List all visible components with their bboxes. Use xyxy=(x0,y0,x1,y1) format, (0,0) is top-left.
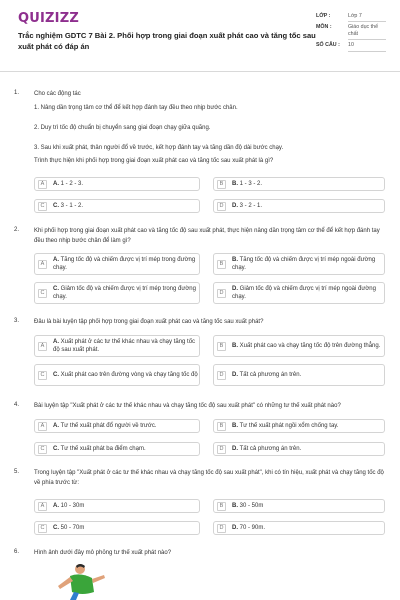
class-value: Lớp 7 xyxy=(348,13,386,22)
option-text: C. Tư thế xuất phát ba điểm chạm. xyxy=(53,445,146,452)
subject-value: Giáo dục thể chất xyxy=(348,24,386,40)
option-c[interactable] xyxy=(34,442,200,456)
statement-1: 1. Nâng dần trọng tâm cơ thể để kết hợp đánh tay đều theo nhịp bước chân. xyxy=(34,105,238,111)
option-text: B. 1 - 3 - 2. xyxy=(232,180,263,187)
option-c[interactable] xyxy=(34,282,200,304)
option-text: A. Tăng tốc độ và chiếm được vị trí mép trong đường chạy. xyxy=(53,256,196,271)
option-letter: D xyxy=(217,445,226,454)
option-b[interactable] xyxy=(213,253,385,275)
document-title: Trắc nghiệm GDTC 7 Bài 2. Phối hợp trong giai đoạn xuất phát cao và tăng tốc sau xuất phát có đáp án xyxy=(18,31,316,51)
option-letter: D xyxy=(217,202,226,211)
option-letter: C xyxy=(38,445,47,454)
option-a[interactable] xyxy=(34,335,200,357)
option-d[interactable] xyxy=(213,442,385,456)
meta-subject xyxy=(316,24,386,40)
option-letter: A xyxy=(38,260,47,269)
option-letter: B xyxy=(217,342,226,351)
option-text: B. Tăng tốc độ và chiếm được vị trí mép ngoài đường chạy. xyxy=(232,256,376,271)
runner-crouch-start-illustration xyxy=(46,560,116,600)
statement-2: 2. Duy trì tốc độ chuẩn bị chuyển sang giai đoạn chạy giữa quãng. xyxy=(34,125,211,131)
option-text: B. 30 - 50m xyxy=(232,502,264,509)
question-number: 5. xyxy=(14,469,20,475)
question-number: 3. xyxy=(14,318,20,324)
option-text: D. Giảm tốc độ và chiếm được vị trí mép ngoài đường chạy. xyxy=(232,285,376,300)
count-value: 10 xyxy=(348,42,386,51)
option-text: A. 1 - 2 - 3. xyxy=(53,180,84,187)
question-text: Cho các động tác xyxy=(34,91,81,97)
option-text: C. 3 - 1 - 2. xyxy=(53,202,84,209)
runner-shirt xyxy=(70,574,94,594)
option-letter: B xyxy=(217,422,226,431)
option-text: D. 70 - 90m. xyxy=(232,524,266,531)
option-d[interactable] xyxy=(213,282,385,304)
question-text: Bài luyện tập "Xuất phát ở các tư thế khác nhau và chạy tăng tốc độ sau xuất phát" có những tư thế xuất phát nào? xyxy=(34,403,341,409)
option-d[interactable] xyxy=(213,521,385,535)
question-text: Hình ảnh dưới đây mô phỏng tư thế xuất phát nào? xyxy=(34,550,172,556)
option-d[interactable] xyxy=(213,364,385,386)
option-b[interactable] xyxy=(213,499,385,513)
meta-class xyxy=(316,13,386,22)
option-letter: D xyxy=(217,289,226,298)
option-text: D. Tất cả phương án trên. xyxy=(232,445,302,452)
count-label: SỐ CÂU : xyxy=(316,42,340,49)
question-text: Đâu là bài luyện tập phối hợp trong giai đoạn xuất phát cao và tăng tốc sau xuất phát? xyxy=(34,319,264,325)
option-text: A. Xuất phát ở các tư thế khác nhau và chạy tăng tốc độ sau xuất phát. xyxy=(53,338,196,353)
option-letter: B xyxy=(217,180,226,189)
subject-label: MÔN : xyxy=(316,24,332,31)
option-text: C. Giảm tốc độ và chiếm được vị trí mép trong đường chạy. xyxy=(53,285,196,300)
question-number: 1. xyxy=(14,90,20,96)
worksheet-header xyxy=(0,0,400,72)
question-text: Trong luyện tập "Xuất phát ở các tư thế khác nhau và chạy tăng tốc độ sau xuất phát", khi có tín hiệu, xuất phát và chạy tăng tốc độ về phía trước từ: xyxy=(34,470,384,486)
quizizz-logo[interactable]: QUIZIZZ xyxy=(18,11,79,26)
option-text: A. Tư thế xuất phát đổ người về trước. xyxy=(53,422,157,429)
option-letter: A xyxy=(38,502,47,511)
option-letter: B xyxy=(217,260,226,269)
option-text: B. Xuất phát cao và chạy tăng tốc độ trên đường thẳng. xyxy=(232,342,381,349)
question-number: 2. xyxy=(14,227,20,233)
runner-shorts xyxy=(70,592,79,600)
statement-3: 3. Sau khi xuất phát, thân người đổ về trước, kết hợp đánh tay và tăng dần độ dài bước chạy. xyxy=(34,145,284,151)
option-b[interactable] xyxy=(213,177,385,191)
runner-right-arm xyxy=(92,575,105,583)
option-text: D. 3 - 2 - 1. xyxy=(232,202,263,209)
option-text: D. Tất cả phương án trên. xyxy=(232,371,302,378)
question-number: 4. xyxy=(14,402,20,408)
option-a[interactable] xyxy=(34,499,200,513)
option-text: A. 10 - 30m xyxy=(53,502,85,509)
option-letter: C xyxy=(38,202,47,211)
meta-panel xyxy=(316,13,386,54)
option-a[interactable] xyxy=(34,253,200,275)
option-a[interactable] xyxy=(34,177,200,191)
option-text: C. 50 - 70m xyxy=(53,524,85,531)
option-c[interactable] xyxy=(34,364,200,386)
option-letter: D xyxy=(217,524,226,533)
option-b[interactable] xyxy=(213,335,385,357)
option-text: C. Xuất phát cao trên đường vòng và chạy tăng tốc độ xyxy=(53,371,198,378)
option-letter: C xyxy=(38,371,47,380)
option-a[interactable] xyxy=(34,419,200,433)
option-letter: D xyxy=(217,371,226,380)
option-text: B. Tư thế xuất phát ngồi xổm chống tay. xyxy=(232,422,339,429)
runner-left-arm xyxy=(58,577,73,589)
meta-count xyxy=(316,42,386,51)
class-label: LỚP : xyxy=(316,13,331,19)
question-text: Khi phối hợp trong giai đoạn xuất phát cao và tăng tốc độ sau xuất phát, thực hiện nâng dần trọng tâm cơ thể để kết hợp đánh tay đều theo nhịp bước chân để làm gì? xyxy=(34,228,380,244)
option-c[interactable] xyxy=(34,199,200,213)
option-letter: C xyxy=(38,524,47,533)
option-letter: A xyxy=(38,422,47,431)
option-letter: B xyxy=(217,502,226,511)
option-letter: C xyxy=(38,289,47,298)
option-d[interactable] xyxy=(213,199,385,213)
option-b[interactable] xyxy=(213,419,385,433)
option-letter: A xyxy=(38,342,47,351)
option-letter: A xyxy=(38,180,47,189)
question-number: 6. xyxy=(14,549,20,555)
question-prompt: Trình thực hiện khi phối hợp trong giai đoạn xuất phát cao và tăng tốc sau xuất phát là gì? xyxy=(34,158,274,164)
option-c[interactable] xyxy=(34,521,200,535)
